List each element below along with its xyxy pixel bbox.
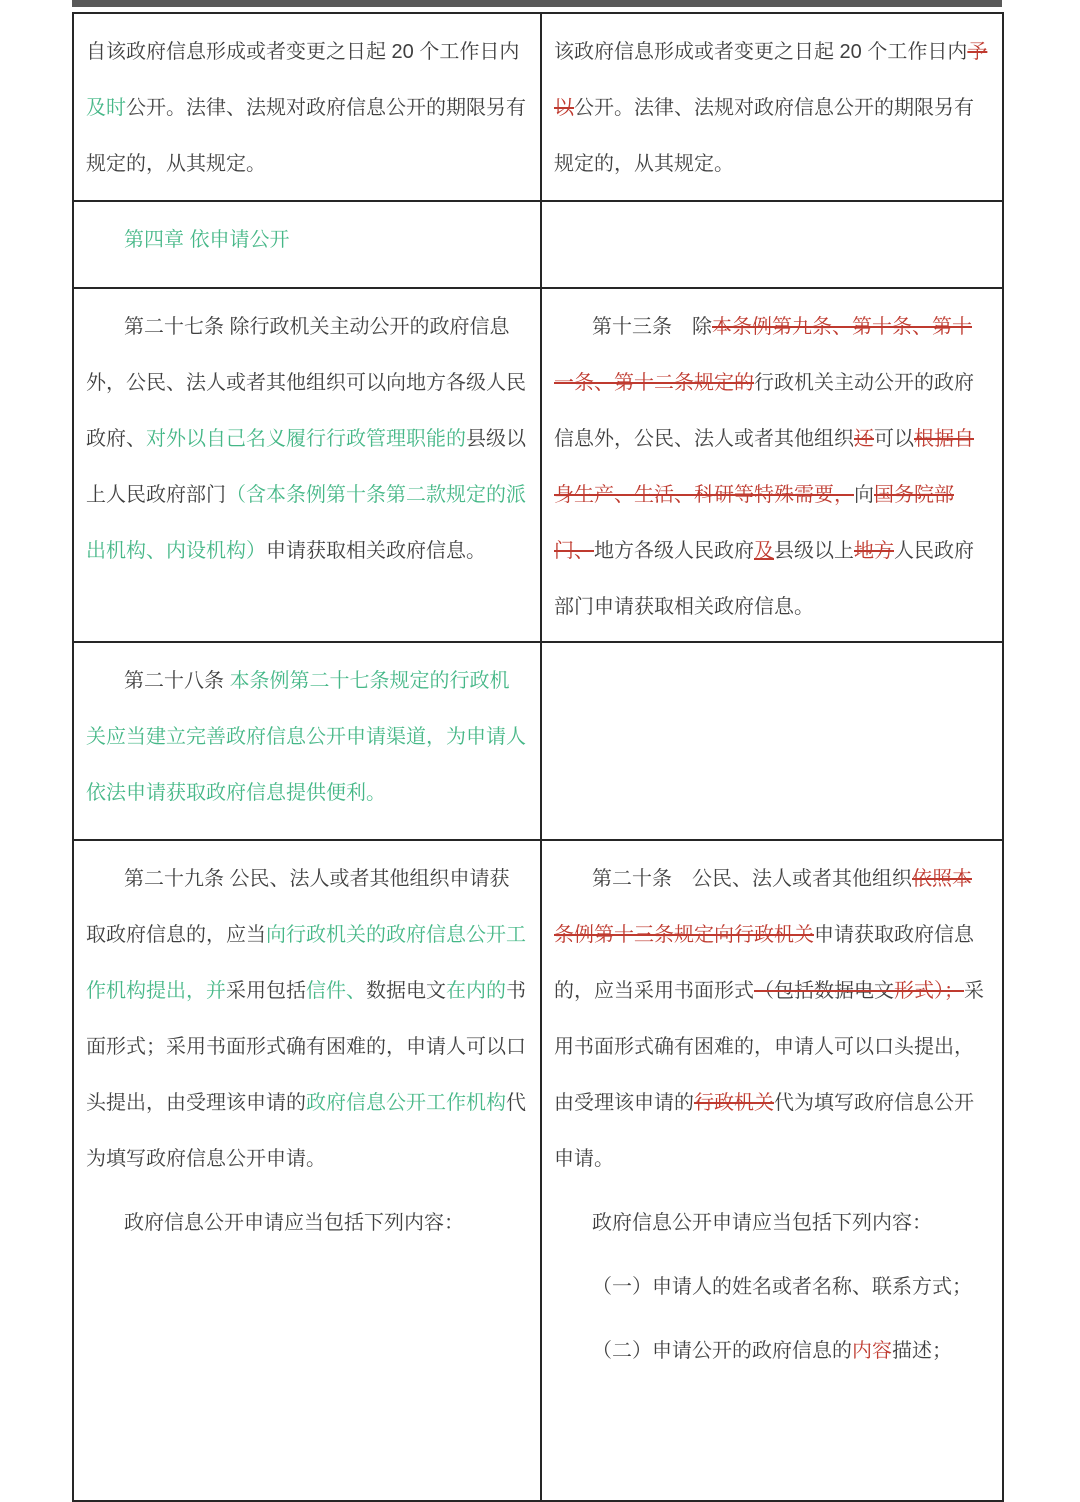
text-segment-added: （含本条例第十条第二款规定的派出机构、内设机构） — [86, 484, 526, 562]
table-row — [73, 840, 1003, 1501]
paragraph — [86, 212, 528, 268]
text-segment-added: 政府信息公开工作机构 — [306, 1092, 506, 1114]
text-segment-added: 信件、 — [306, 980, 366, 1002]
paragraph — [554, 851, 990, 1187]
text-segment-normal: 县级以上 — [774, 540, 854, 562]
paragraph — [554, 1259, 990, 1315]
text-segment-normal: 描述； — [892, 1340, 952, 1362]
text-segment-normal: 可以 — [874, 428, 914, 450]
text-segment-normal: 公开。法律、法规对政府信息公开的期限另有规定的，从其规定。 — [554, 97, 974, 175]
paragraph — [86, 24, 528, 192]
text-segment-normal: 政府信息公开申请应当包括下列内容： — [592, 1212, 932, 1234]
text-segment-deleted: 形式）； — [894, 980, 964, 1002]
text-segment-normal: 第二十条 公民、法人或者其他组织 — [592, 868, 912, 890]
text-segment-normal: 申请获取政府信息的，应当采用书面形式 — [554, 924, 974, 1002]
paragraph — [554, 1195, 990, 1251]
table-row — [73, 13, 1003, 201]
text-segment-normal: 行政机关主动公开的政府信息外，公民、法人或者其他组织 — [554, 372, 974, 450]
top-cutoff-band — [72, 0, 1002, 7]
text-segment-deleted: 予以 — [554, 41, 988, 119]
text-segment-normal: 人民政府部门申请获取相关政府信息。 — [554, 540, 974, 618]
paragraph — [554, 1323, 990, 1379]
text-segment-deleted: 行政机关 — [694, 1092, 774, 1114]
text-segment-normal: 地方各级人民政府 — [594, 540, 754, 562]
table-row — [73, 288, 1003, 642]
text-segment-added: 在内的 — [446, 980, 506, 1002]
cell-revised-text — [73, 13, 541, 201]
text-segment-normal: （一）申请人的姓名或者名称、联系方式； — [592, 1276, 972, 1298]
text-segment-normal: 第二十九条 公民、法人或者其他组织申请获取政府信息的，应当 — [86, 868, 510, 946]
paragraph — [86, 653, 528, 821]
text-segment-normal: 代为填写政府信息公开申请。 — [86, 1092, 526, 1170]
text-segment-struck: （包括数据电文 — [754, 980, 894, 1002]
text-segment-deleted-underline: 及 — [754, 540, 774, 562]
text-segment-deleted: 地方 — [854, 540, 894, 562]
cell-revised-text — [73, 201, 541, 288]
text-segment-normal: 第二十七条 除行政机关主动公开的政府信息外，公民、法人或者其他组织可以向地方各级人民政府、 — [86, 316, 526, 450]
text-segment-normal: 公开。法律、法规对政府信息公开的期限另有规定的，从其规定。 — [86, 97, 526, 175]
text-segment-normal: 申请获取相关政府信息。 — [266, 540, 486, 562]
text-segment-normal: 代为填写政府信息公开申请。 — [554, 1092, 974, 1170]
paragraph — [554, 299, 990, 635]
text-segment-deleted: 还 — [854, 428, 874, 450]
text-segment-normal: 数据电文 — [366, 980, 446, 1002]
cell-original-text — [541, 288, 1003, 642]
text-segment-deleted: 依照本条例第十三条规定向行政机关 — [554, 868, 972, 946]
text-segment-normal: 第二十八条 — [124, 670, 230, 692]
paragraph — [554, 24, 990, 192]
text-segment-deleted: 国务院部门、 — [554, 484, 954, 562]
paragraph — [86, 851, 528, 1187]
comparison-table-body — [73, 13, 1003, 1501]
paragraph — [86, 1195, 528, 1251]
cell-revised-text — [73, 288, 541, 642]
text-segment-normal: 书面形式；采用书面形式确有困难的，申请人可以口头提出，由受理该申请的 — [86, 980, 526, 1114]
text-segment-normal: 该政府信息形成或者变更之日起 20 个工作日内 — [554, 41, 968, 63]
text-segment-added: 第四章 依申请公开 — [124, 229, 290, 251]
text-segment-normal: 采用书面形式确有困难的，申请人可以口头提出，由受理该申请的 — [554, 980, 984, 1114]
text-segment-normal: 采用包括 — [226, 980, 306, 1002]
paragraph — [86, 299, 528, 579]
cell-original-text — [541, 840, 1003, 1501]
text-segment-normal: （二）申请公开的政府信息的 — [592, 1340, 852, 1362]
text-segment-deleted: 本条例第九条、第十条、第十一条、第十二条规定的 — [554, 316, 972, 394]
cell-original-text — [541, 13, 1003, 201]
text-segment-deleted: 根据自身生产、生活、科研等特殊需要， — [554, 428, 974, 506]
text-segment-deleted-plain: 内容 — [852, 1340, 892, 1362]
comparison-table — [72, 12, 1004, 1502]
text-segment-normal: 政府信息公开申请应当包括下列内容： — [124, 1212, 464, 1234]
text-segment-normal: 向 — [854, 484, 874, 506]
table-row — [73, 642, 1003, 840]
cell-original-text — [541, 642, 1003, 840]
text-segment-normal: 县级以上人民政府部门 — [86, 428, 526, 506]
cell-revised-text — [73, 642, 541, 840]
text-segment-added: 对外以自己名义履行行政管理职能的 — [146, 428, 466, 450]
text-segment-normal: 自该政府信息形成或者变更之日起 20 个工作日内 — [86, 41, 520, 63]
text-segment-added: 本条例第二十七条规定的行政机关应当建立完善政府信息公开申请渠道，为申请人依法申请获取政府信息提供便利。 — [86, 670, 526, 804]
text-segment-added: 及时 — [86, 97, 126, 119]
text-segment-normal: 第十三条 除 — [592, 316, 712, 338]
text-segment-added: 向行政机关的政府信息公开工作机构提出，并 — [86, 924, 526, 1002]
cell-revised-text — [73, 840, 541, 1501]
table-row — [73, 201, 1003, 288]
cell-original-text — [541, 201, 1003, 288]
